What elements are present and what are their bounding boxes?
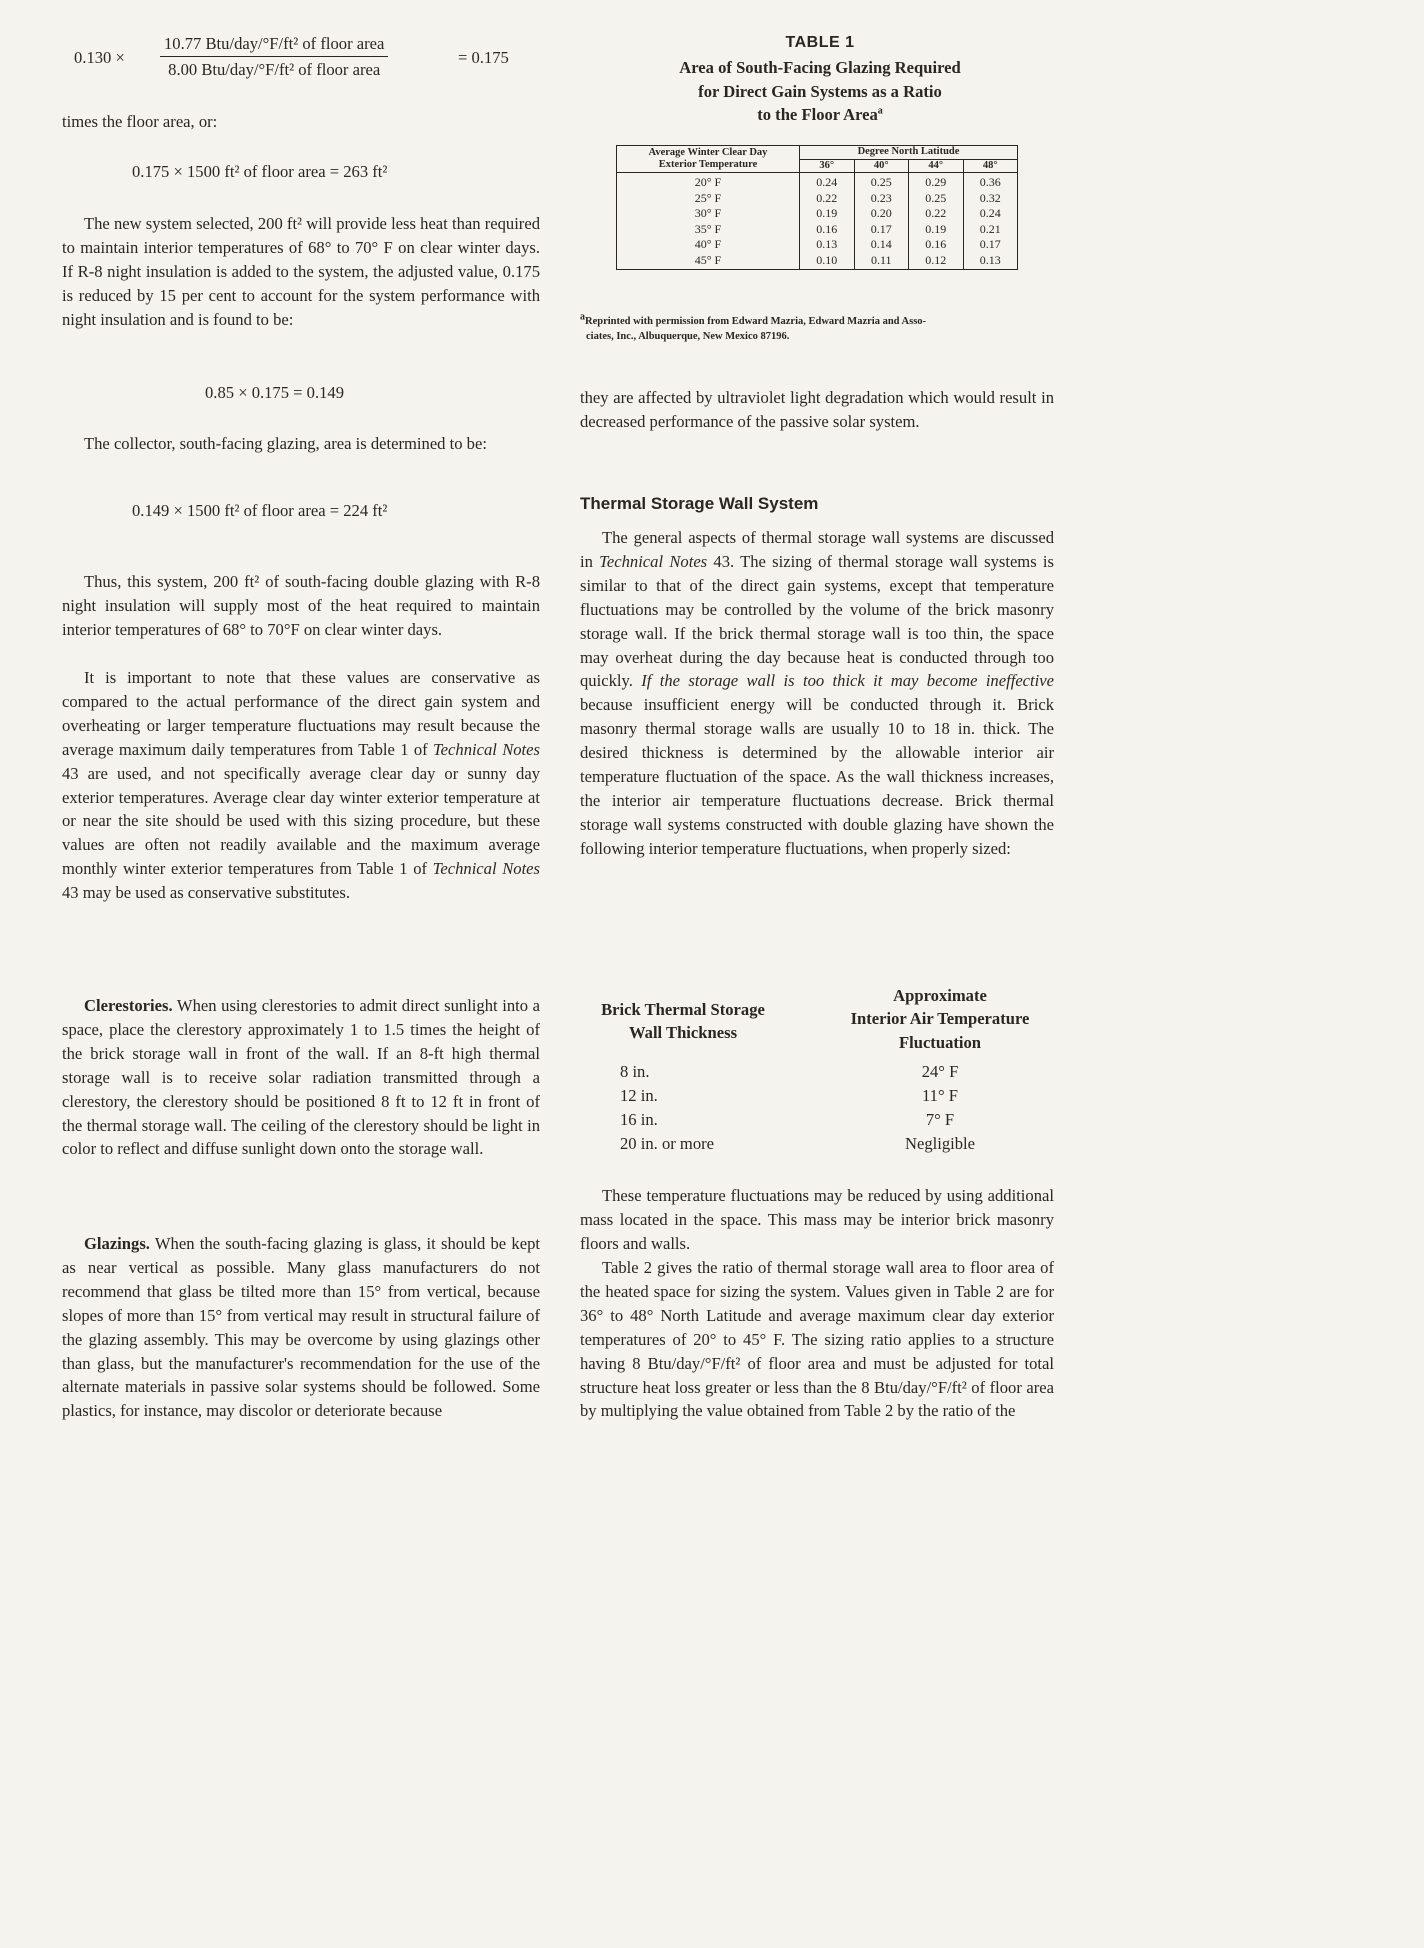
equation-result: = 0.175	[458, 48, 509, 67]
table-header-latitude: Degree North Latitude	[800, 146, 1018, 160]
table-column-temperature: 20° F 25° F 30° F 35° F 40° F 45° F	[617, 173, 800, 270]
paragraph: The collector, south-facing glazing, area is determined to be:	[84, 434, 487, 453]
table-body	[617, 173, 1018, 270]
table-header-cell: 40°	[854, 159, 909, 173]
table-column-40: 0.25 0.23 0.20 0.17 0.14 0.11	[854, 173, 909, 270]
equation-denominator: 8.00 Btu/day/°F/ft² of floor area	[168, 60, 381, 79]
run-in-heading: Clerestories.	[84, 996, 173, 1015]
paragraph: Table 2 gives the ratio of thermal storage wall area to floor area of the heated space for sizing the system. Values given in Table 2 are for 36° to 48° North Latitude and average maximum clear day exterior temperatures of 20° to 45° F. The sizing ratio applies to a structure having 8 Btu/day/°F/ft² of floor area and must be adjusted for total structure heat loss greater or less than the 8 Btu/day/°F/ft² of floor area by multiplying the value obtained from Table 2 by the ratio of the	[580, 1258, 1054, 1421]
paragraph-clerestories: Clerestories. When using clerestories to admit direct sunlight into a space, place the clerestory approximately 1 to 1.5 times the height of the brick storage wall in front of the wall. If an 8-ft high thermal storage wall is to receive solar radiation transmitted through a clerestory, the clerestory should be positioned 8 ft to 12 ft in front of the thermal storage wall. The ceiling of the clerestory should be light in color to reflect and diffuse sunlight down onto the storage wall.	[62, 996, 540, 1159]
equation-adjusted: 0.85 × 0.175 = 0.149	[205, 383, 345, 402]
table-header-cell: 44°	[909, 159, 964, 173]
paragraph: times the floor area, or:	[62, 112, 218, 131]
equation-fraction	[160, 34, 388, 80]
table-header-cell: 36°	[800, 159, 855, 173]
paragraph: It is important to note that these values are conservative as compared to the actual performance of the direct gain system and overheating or larger temperature fluctuations may result because the average maximum daily temperatures from Table 1 of Technical Notes 43 are used, and not specifically average clear day or sunny day exterior temperatures. Average clear day winter exterior temperature at or near the site should be used with this sizing procedure, but these values are often not readily available and the maximum average monthly winter exterior temperatures from Table 1 of Technical Notes 43 may be used as conservative substitutes.	[62, 668, 541, 903]
paragraph: The new system selected, 200 ft² will provide less heat than required to maintain interior temperatures of 68° to 70° F on clear winter days. If R-8 night insulation is added to the system, the adjusted value, 0.175 is reduced by 15 per cent to account for the system performance with night insulation and is found to be:	[62, 214, 540, 329]
table-row: 20 in. or more Negligible	[620, 1134, 976, 1153]
table-1-heading	[600, 34, 1040, 127]
paragraph: These temperature fluctuations may be reduced by using additional mass located in the space. This mass may be interior brick masonry floors and walls.	[580, 1186, 1054, 1253]
wall-table-header-fluctuation: Approximate Interior Air Temperature Fluctuation	[850, 986, 1030, 1052]
paragraph: The general aspects of thermal storage wall systems are discussed in Technical Notes 43. The sizing of thermal storage wall systems is similar to that of the direct gain systems, except that temperature fluctuations may be controlled by the volume of the brick masonry storage wall. If the brick thermal storage wall is too thin, the space may overheat during the day because heat is conducted through too quickly. If the storage wall is too thick it may become ineffective because insufficient energy will be conducted through it. Brick masonry thermal storage walls are usually 10 to 18 in. thick. The desired thickness is determined by the allowable interior air temperature fluctuation of the space. As the wall thickness increases, the interior air temperature fluctuations decrease. Brick thermal storage wall systems constructed with double glazing have shown the following interior temperature fluctuations, when properly sized:	[580, 528, 1055, 858]
table-row: 8 in. 24° F	[620, 1062, 959, 1081]
section-heading: Thermal Storage Wall System	[580, 494, 819, 513]
run-in-heading: Glazings.	[84, 1234, 150, 1253]
table-1	[616, 145, 1018, 270]
table-subtitle: for Direct Gain Systems as a Ratio	[698, 81, 942, 101]
wall-table-rows	[580, 1062, 1054, 1158]
table-footnote: $^a$Reprinted with permission from Edward Mazria, Edward Mazria and Asso- ciates, Inc., Albuquerque, New Mexico 87196.	[580, 311, 927, 342]
table-column-36: 0.24 0.22 0.19 0.16 0.13 0.10	[800, 173, 855, 270]
equation-floor-area: 0.175 × 1500 ft² of floor area = 263 ft²	[132, 162, 388, 181]
table-column-44: 0.29 0.25 0.22 0.19 0.16 0.12	[909, 173, 964, 270]
wall-table-header-thickness: Brick Thermal Storage Wall Thickness	[601, 1000, 765, 1042]
table-header-cell: 48°	[963, 159, 1018, 173]
table-header-temperature: Average Winter Clear Day Exterior Temperature	[617, 146, 800, 173]
table-row: 16 in. 7° F	[620, 1110, 955, 1129]
table-column-48: 0.36 0.32 0.24 0.21 0.17 0.13	[963, 173, 1018, 270]
equation-prefix: 0.130 ×	[74, 48, 125, 67]
table-subtitle: to the Floor Area$^a$	[757, 105, 883, 124]
paragraph: they are affected by ultraviolet light degradation which would result in decreased performance of the passive solar system.	[580, 388, 1054, 431]
table-subtitle: Area of South-Facing Glazing Required	[679, 58, 961, 77]
equation-numerator: 10.77 Btu/day/°F/ft² of floor area	[160, 34, 388, 57]
paragraph-glazings: Glazings. When the south-facing glazing is glass, it should be kept as near vertical as possible. Many glass manufacturers do not recommend that glass be tilted more than 15° from vertical, because slopes of more than 15° from vertical may result in structural failure of the glazing assembly. This may be overcome by using glazings other than glass, but the manufacturer's recommendation for the use of the alternate materials in passive solar systems should be followed. Some plastics, for instance, may discolor or deteriorate because	[62, 1234, 540, 1421]
equation-collector-area: 0.149 × 1500 ft² of floor area = 224 ft²	[132, 501, 388, 520]
paragraph: Thus, this system, 200 ft² of south-facing double glazing with R-8 night insulation will supply most of the heat required to maintain interior temperatures of 68° to 70°F on clear winter days.	[62, 572, 540, 639]
table-row: 12 in. 11° F	[620, 1086, 958, 1105]
table-title: TABLE 1	[785, 34, 855, 51]
